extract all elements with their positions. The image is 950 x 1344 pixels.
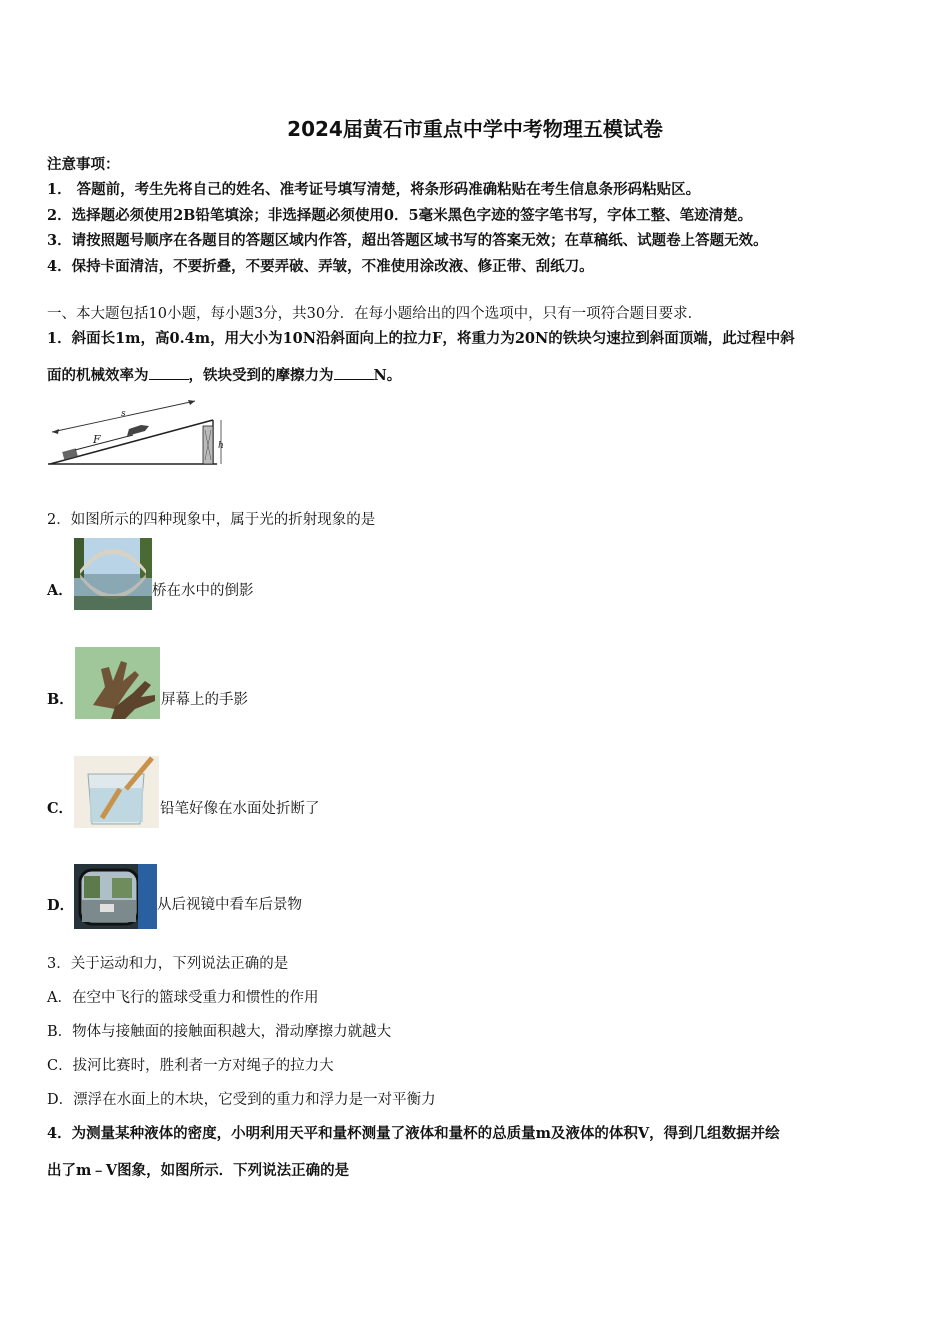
q2-stem: 2．如图所示的四种现象中，属于光的折射现象的是 <box>47 512 376 528</box>
incline-figure <box>45 396 230 476</box>
q2-option-text: 从后视镜中看车后景物 <box>157 897 302 913</box>
q2-option-label: C． <box>47 800 74 817</box>
q3-stem: 3．关于运动和力，下列说法正确的是 <box>47 956 289 972</box>
force-arrow <box>75 435 133 450</box>
notice-item: 3．请按照题号顺序在各题目的答题区域内作答，超出答题区域书写的答案无效；在草稿纸、试题卷上答题无效。 <box>47 232 768 249</box>
q3-option: C．拔河比赛时，胜利者一方对绳子的拉力大 <box>47 1058 334 1074</box>
label-s: s <box>121 409 126 419</box>
notice-item: 1． 答题前，考生先将自己的姓名、准考证号填写清楚，将条形码准确粘贴在考生信息条形码粘贴区。 <box>47 181 701 198</box>
notice-item: 4．保持卡面清洁，不要折叠，不要弄破、弄皱，不准使用涂改液、修正带、刮纸刀。 <box>47 258 594 275</box>
bridge-photo <box>74 538 152 610</box>
label-F: F <box>93 433 101 446</box>
notice-heading: 注意事项： <box>47 156 120 173</box>
pencil-water-photo <box>74 756 159 828</box>
q1-text-a: 面的机械效率为 <box>47 367 149 384</box>
q1-text-b: ，铁块受到的摩擦力为 <box>188 367 334 384</box>
q1-stem-line1: 1．斜面长1m，高0.4m，用大小为10N沿斜面向上的拉力F，将重力为20N的铁块匀速拉到斜面顶端，此过程中斜 <box>47 330 795 347</box>
q4-stem-line2: 出了m﹣V图象，如图所示．下列说法正确的是 <box>47 1162 350 1179</box>
mirror-photo <box>74 864 157 929</box>
notice-item: 2．选择题必须使用2B铅笔填涂；非选择题必须使用0．5毫米黑色字迹的签字笔书写，字体工整、笔迹清楚。 <box>47 207 753 224</box>
q2-option-label: A． <box>47 582 73 599</box>
q2-option-label: D． <box>47 897 75 914</box>
q3-option: B．物体与接触面的接触面积越大，滑动摩擦力就越大 <box>47 1024 392 1040</box>
q1-stem-line2 <box>47 364 401 385</box>
answer-blank <box>149 367 189 380</box>
q3-option: A．在空中飞行的篮球受重力和惯性的作用 <box>47 990 319 1006</box>
q2-option-text: 桥在水中的倒影 <box>152 583 254 599</box>
q2-option-text: 屏幕上的手影 <box>161 692 248 708</box>
section-heading: 一、本大题包括10小题，每小题3分，共30分．在每小题给出的四个选项中，只有一项符合题目要求． <box>47 306 703 322</box>
label-h: h <box>218 441 224 451</box>
page-title: 2024届黄石市重点中学中考物理五模试卷 <box>287 117 663 141</box>
q4-stem-line1: 4．为测量某种液体的密度，小明利用天平和量杯测量了液体和量杯的总质量m及液体的体积V，得到几组数据并绘 <box>47 1125 780 1142</box>
q2-option-text: 铅笔好像在水面处折断了 <box>160 801 320 817</box>
incline-surface <box>50 420 213 464</box>
q2-option-label: B． <box>47 691 74 708</box>
q1-text-c: N。 <box>373 367 402 384</box>
q3-option: D．漂浮在水面上的木块，它受到的重力和浮力是一对平衡力 <box>47 1092 436 1108</box>
hand-shape <box>127 425 149 436</box>
hand-shadow-photo <box>75 647 160 719</box>
answer-blank <box>334 367 374 380</box>
